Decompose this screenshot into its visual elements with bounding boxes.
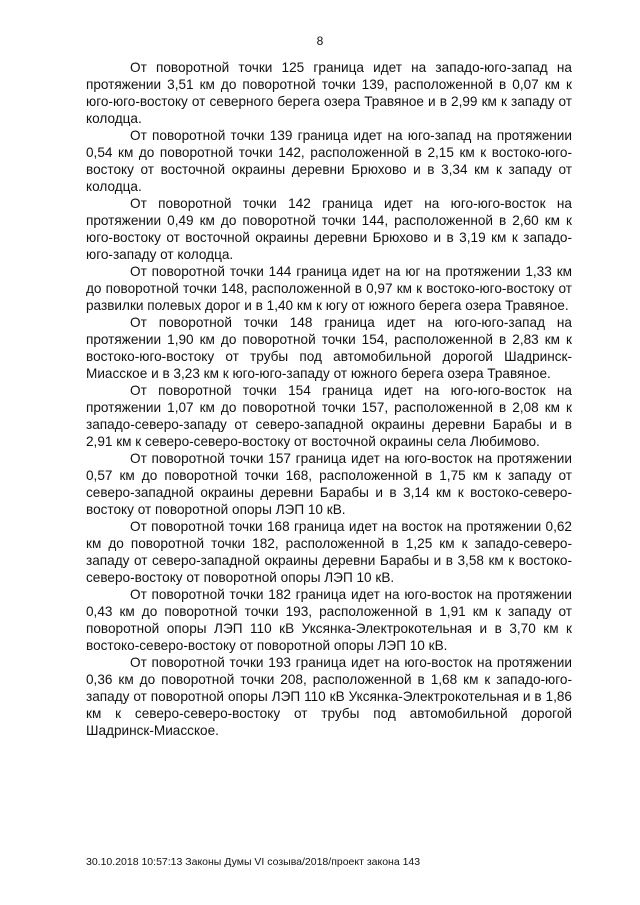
paragraph: От поворотной точки 182 граница идет на юго-восток на протяжении 0,43 км до поворотной точки 193, расположенной в 1,91 км к западу от поворотной опоры ЛЭП 110 кВ Уксянка-Электрокотельная и в 3,70 км к востоко-северо-востоку от поворотной опоры ЛЭП 10 кВ.: [86, 587, 572, 653]
paragraph: От поворотной точки 142 граница идет на юго-юго-восток на протяжении 0,49 км до поворотной точки 144, расположенной в 2,60 км к юго-востоку от восточной окраины деревни Брюхово и в 3,19 км к западо-юго-западу от колодца.: [86, 196, 572, 262]
paragraph: От поворотной точки 125 граница идет на западо-юго-запад на протяжении 3,51 км до поворотной точки 139, расположенной в 0,07 км к юго-юго-востоку от северного берега озера Травяное и в 2,99 км к западу от колодца.: [86, 60, 572, 126]
paragraph: От поворотной точки 139 граница идет на юго-запад на протяжении 0,54 км до поворотной точки 142, расположенной в 2,15 км к востоко-юго-востоку от восточной окраины деревни Брюхово и в 3,34 км к западу от колодца.: [86, 128, 572, 194]
paragraph: От поворотной точки 193 граница идет на юго-восток на протяжении 0,36 км до поворотной точки 208, расположенной в 1,68 км к западо-юго-западу от поворотной опоры ЛЭП 110 кВ Уксянка-Электрокотельная и в 1,86 км к северо-северо-востоку от трубы под автомобильной дорогой Шадринск-Миасское.: [86, 655, 572, 738]
document-footer: 30.10.2018 10:57:13 Законы Думы VI созыва/2018/проект закона 143: [86, 856, 421, 868]
paragraph: От поворотной точки 168 граница идет на восток на протяжении 0,62 км до поворотной точки 182, расположенной в 1,25 км к западо-северо-западу от северо-западной окраины деревни Барабы и в 3,58 км к востоко-северо-востоку от поворотной опоры ЛЭП 10 кВ.: [86, 519, 572, 585]
paragraph: От поворотной точки 154 граница идет на юго-юго-восток на протяжении 1,07 км до поворотной точки 157, расположенной в 2,08 км к западо-северо-западу от северо-западной окраины деревни Барабы и в 2,91 км к северо-северо-востоку от восточной окраины села Любимово.: [86, 383, 572, 449]
paragraph: От поворотной точки 157 граница идет на юго-восток на протяжении 0,57 км до поворотной точки 168, расположенной в 1,75 км к западу от северо-западной окраины деревни Барабы и в 3,14 км к востоко-северо-востоку от поворотной опоры ЛЭП 10 кВ.: [86, 451, 572, 517]
page-number: 8: [316, 34, 324, 48]
paragraph: От поворотной точки 144 граница идет на юг на протяжении 1,33 км до поворотной точки 148, расположенной в 0,97 км к востоко-юго-востоку от развилки полевых дорог и в 1,40 км к югу от южного берега озера Травяное.: [86, 264, 572, 313]
document-body: [86, 59, 572, 739]
paragraph: От поворотной точки 148 граница идет на юго-юго-запад на протяжении 1,90 км до поворотной точки 154, расположенной в 2,83 км к востоко-юго-востоку от трубы под автомобильной дорогой Шадринск-Миасское и в 3,23 км к юго-юго-западу от южного берега озера Травяное.: [86, 315, 572, 381]
